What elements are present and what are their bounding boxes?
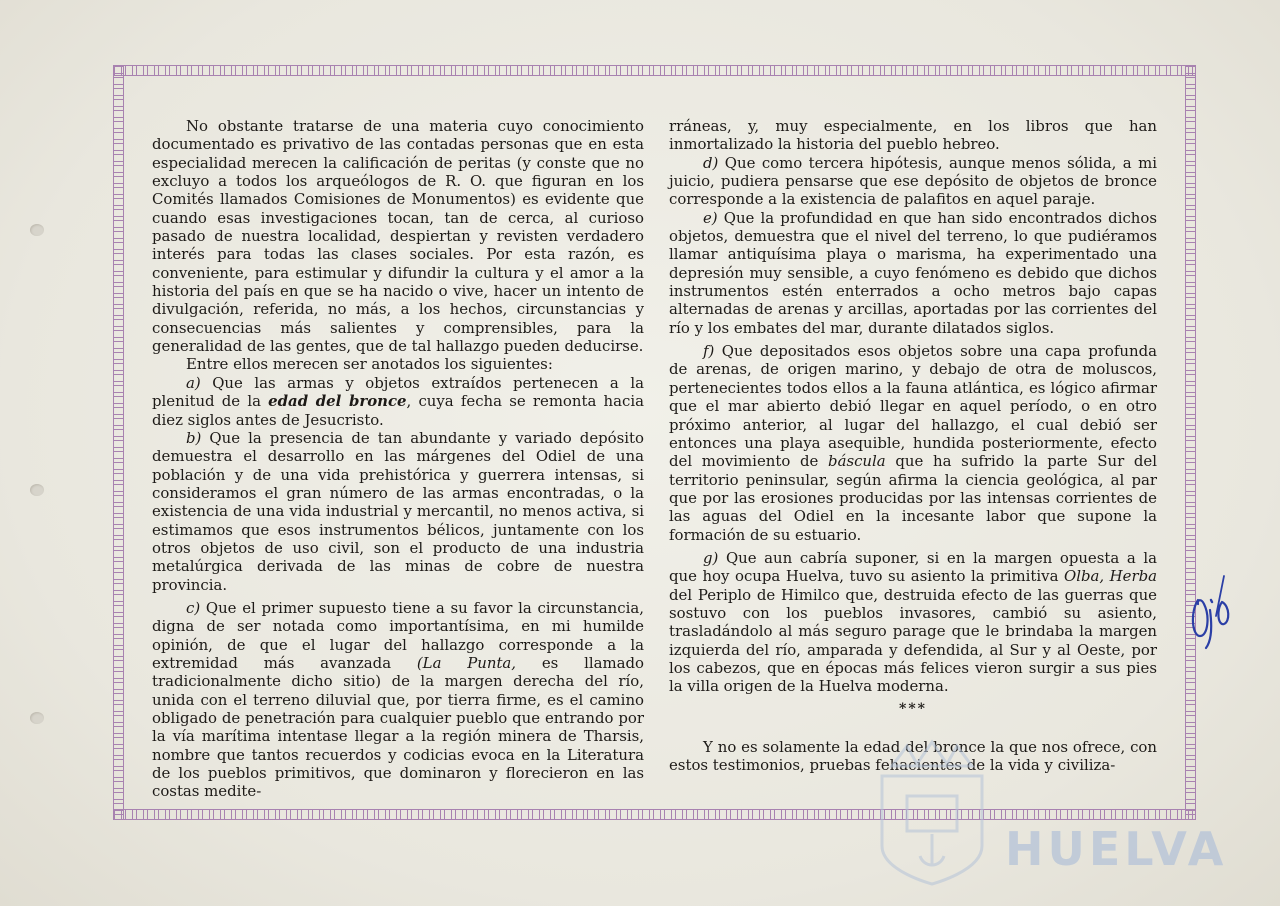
paragraph-g-text-end: del Periplo de Himilco que, destruida efecto de las guerras que sostuvo con los pueblos invasores, cambió su asiento, trasladándolo al más seguro parage que le brindaba la margen izquierda del río, amparada y defendida, al Sur y al Oeste, por los cabezos, que en épocas más felices vieron surgir a sus pies la villa origen de la Huelva moderna.	[669, 585, 1157, 696]
handwritten-annotation	[1188, 570, 1234, 650]
decorative-border-right	[1185, 65, 1196, 820]
decorative-border-top	[113, 65, 1196, 76]
binder-hole	[30, 224, 44, 236]
paragraph-a-text-end: , cuya fecha se remonta hacia diez siglos antes de Jesucristo.	[152, 392, 645, 429]
paragraph-e	[669, 209, 1157, 337]
item-label-a: a)	[186, 373, 201, 392]
section-separator: ***	[899, 700, 927, 717]
paragraph-c-text: Que el primer supuesto tiene a su favor la circunstancia, digna de ser notada como importantísima, en mi humilde opinión, de que el lugar del hallazgo corresponde a la extremidad más avanzada	[152, 598, 644, 672]
paragraph-d-text: Que como tercera hipótesis, aunque menos sólida, a mi juicio, pudiera pensarse que ese depósito de objetos de bronce corresponde a la existencia de palafitos en aquel paraje.	[669, 153, 1157, 209]
item-label-g: g)	[703, 548, 719, 567]
paragraph-g-emphasis-herba: Herba	[1109, 567, 1157, 586]
watermark-text: HUELVA	[1005, 822, 1228, 876]
item-label-f: f)	[703, 342, 715, 361]
text-column-right	[669, 117, 1157, 775]
paragraph-e-text: Que la profundidad en que han sido encontrados dichos objetos, demuestra que el nivel del terreno, lo que pudiéramos llamar antiquísima playa o marisma, ha experimentado una depresión muy sensible, a cuyo fenómeno es debido que dichos instrumentos estén enterrados a ocho metros bajo capas alternadas de arenas y arcillas, aportadas por las corrientes del río y los embates del mar, durante dilatados siglos.	[669, 208, 1157, 337]
paragraph-g-emphasis-olba: Olba,	[1064, 567, 1105, 586]
paragraph-list-intro: Entre ellos merecen ser anotados los siguientes:	[186, 355, 553, 374]
decorative-border-left	[113, 65, 124, 820]
paragraph-a-emphasis: edad del bronce	[268, 392, 407, 411]
paragraph-d	[669, 154, 1157, 209]
paragraph-f-text: Que depositados esos objetos sobre una capa profunda de arenas, de origen marino, y debajo de otra de moluscos, pertenecientes todos ellos a la fauna atlántica, es lógico afirmar que el mar abierto debió llegar en aquel período, o en otro próximo anterior, al lugar del hallazgo, el cual debió ser entonces una playa asequible, hundida posteriormente, efecto del movimiento de	[669, 342, 1157, 471]
item-label-c: c)	[186, 598, 201, 617]
paragraph-c	[152, 599, 644, 801]
paragraph-c-emphasis: (La Punta,	[416, 653, 517, 672]
binder-hole	[30, 712, 44, 724]
paragraph-g	[669, 549, 1157, 696]
binder-hole	[30, 484, 44, 496]
paragraph-final: Y no es solamente la edad del bronce la que nos ofrece, con estos testimonios, pruebas fehacientes de la vida y civiliza-	[669, 738, 1157, 775]
paragraph-b	[152, 429, 644, 594]
paragraph-f-emphasis: báscula	[828, 452, 886, 471]
paragraph-a-text: Que las armas y objetos extraídos pertenecen a la plenitud de la	[152, 373, 644, 411]
paragraph-g-text: Que aun cabría suponer, si en la margen opuesta a la que hoy ocupa Huelva, tuvo su asiento la primitiva	[669, 548, 1157, 586]
item-label-d: d)	[703, 153, 719, 172]
paragraph-f	[669, 342, 1157, 544]
item-label-e: e)	[703, 208, 718, 227]
item-label-b: b)	[186, 428, 202, 447]
paragraph-intro: No obstante tratarse de una materia cuyo conocimiento documentado es privativo de las contadas personas que en esta especialidad merecen la calificación de peritas (y conste que no excluyo a todos los arqueólogos de R. O. que figuran en los Comités llamados Comisiones de Monumentos) es evidente que cuando esas investigaciones tocan, tan de cerca, al curioso pasado de nuestra localidad, despiertan y revisten verdadero interés para todas las clases sociales. Por esta razón, es conveniente, para estimular y difundir la cultura y el amor a la historia del país en que se ha nacido o vive, hacer un intento de divulgación, referida, no más, a los hechos, circunstancias y consecuencias más salientes y comprensibles, para la generalidad de las gentes, que de tal hallazgo pueden deducirse.	[152, 117, 644, 356]
paragraph-f-text-end: que ha sufrido la parte Sur del territorio peninsular, según afirma la ciencia geológica, al par que por las erosiones producidas por las intensas corrientes de las aguas del Odiel en la incesante labor que supone la formación de su estuario.	[669, 452, 1157, 544]
paragraph-a	[152, 374, 644, 429]
paragraph-continuation: rráneas, y, muy especialmente, en los libros que han inmortalizado la historia del pueblo hebreo.	[669, 117, 1157, 154]
paragraph-c-text-end: es llamado tradicionalmente dicho sitio) de la margen derecha del río, unida con el terreno diluvial que, por tierra firme, es el camino obligado de penetración para cualquier pueblo que entrando por la vía marítima intentase llegar a la región minera de Tharsis, nombre que tantos recuerdos y codicias evoca en la Literatura de los pueblos primitivos, que dominaron y florecieron en las costas medite-	[152, 653, 644, 801]
text-column-left	[152, 117, 644, 801]
paragraph-b-text: Que la presencia de tan abundante y variado depósito demuestra el desarrollo en las márgenes del Odiel de una población y de una vida prehistórica y guerrera intensas, si consideramos el gran número de las armas encontradas, o la existencia de una vida industrial y mercantil, no menos activa, si estimamos que esos instrumentos bélicos, juntamente con los otros objetos de uso civil, son el producto de una industria metalúrgica derivada de las minas de cobre de nuestra provincia.	[152, 428, 644, 594]
